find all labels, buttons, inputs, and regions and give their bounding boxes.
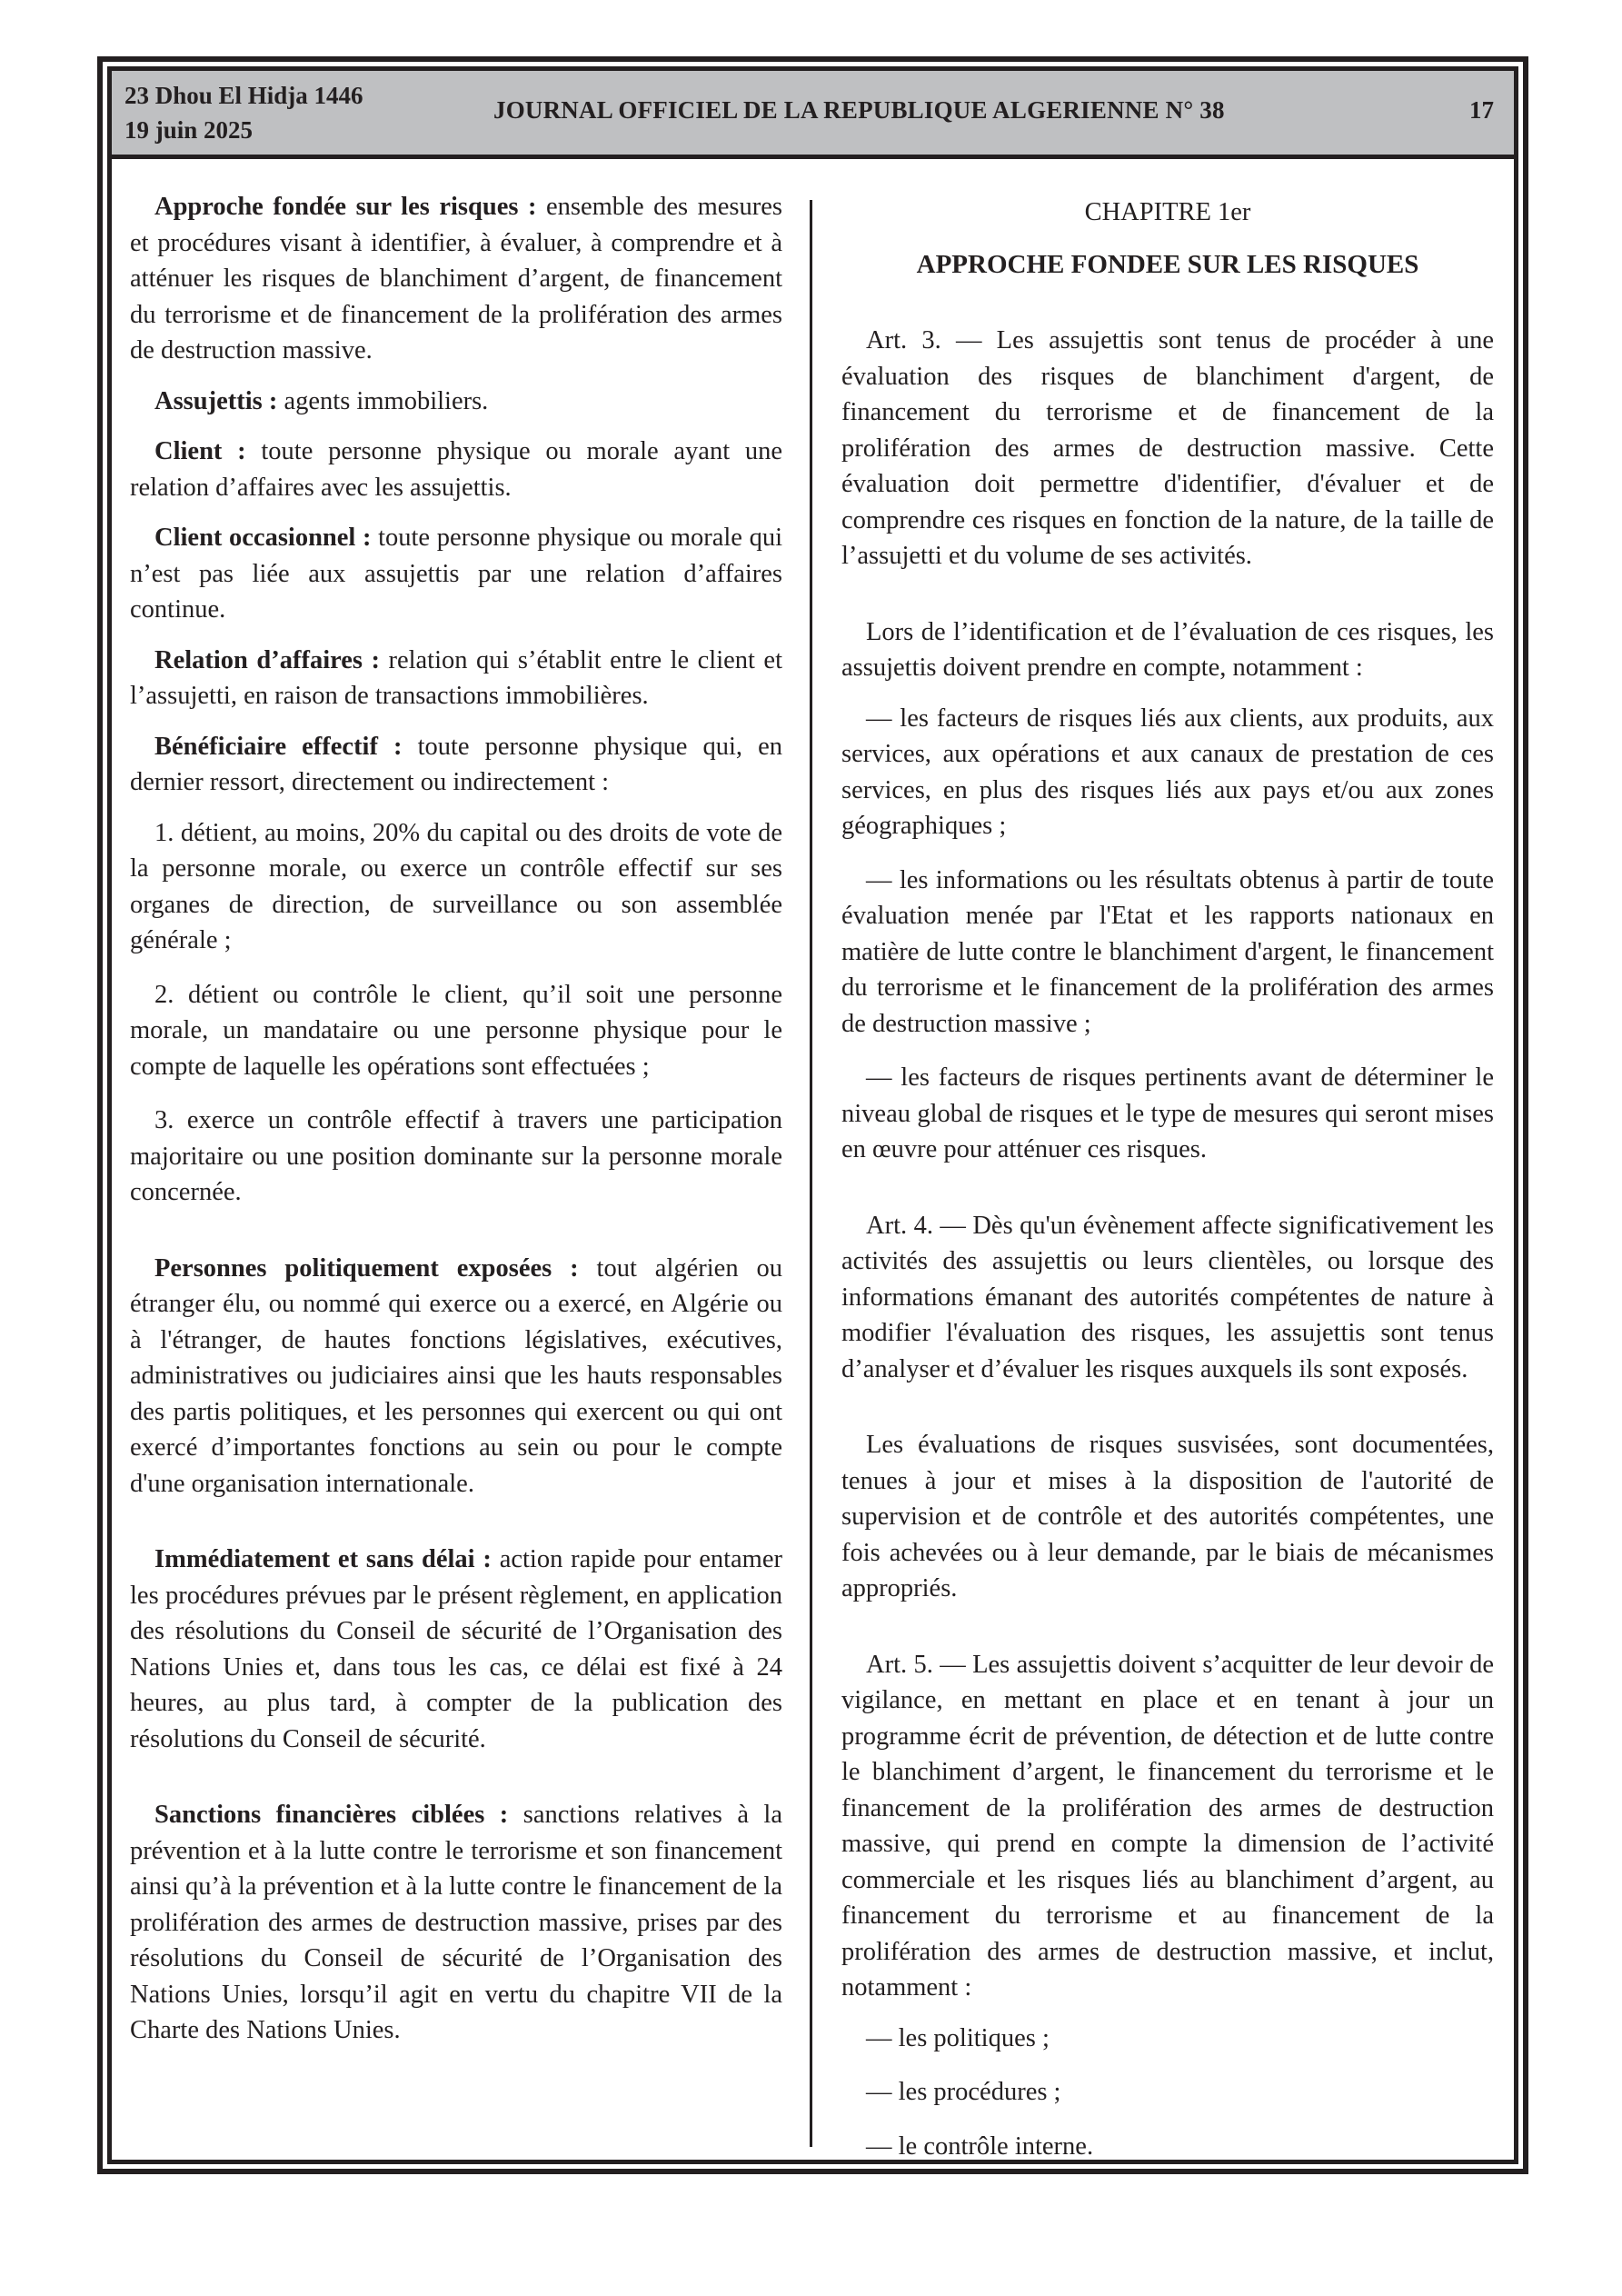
article-5-item: — les politiques ; xyxy=(866,2023,1050,2052)
article-3: Art. 3. — Les assujettis sont tenus de procéder à une évaluation des risques de blanchiment d'argent, de financement du terrorisme et de financement de la prolifération des armes de destruction massive. Cette évaluation doit permettre d'identifier, d'évaluer et de comprendre ces risques en fonction de la nature, de la taille de l’assujetti et du volume de ses activités. xyxy=(841,326,1494,570)
gregorian-date: 19 juin 2025 xyxy=(124,116,254,144)
chapter-title: APPROCHE FONDEE SUR LES RISQUES xyxy=(916,249,1419,279)
column-divider xyxy=(810,200,812,2147)
article-3-intro: Lors de l’identification et de l’évaluation de ces risques, les assujettis doivent prendre en compte, notamment : xyxy=(841,617,1494,682)
definition-text: ensemble des mesures et procédures visant à identifier, à évaluer, à comprendre et à atténuer les risques de blanchiment d’argent, de financement du terrorisme et de financement de la prolifération des armes de destruction massive. xyxy=(130,193,782,364)
page-number: 17 xyxy=(1469,96,1494,124)
right-column xyxy=(841,189,1494,2182)
article-5-item: — les procédures ; xyxy=(866,2078,1061,2106)
definition-term: Approche fondée sur les risques : xyxy=(154,193,537,221)
definition-text: tout algérien ou étranger élu, ou nommé qui exerce ou a exercé, en Algérie ou à l'étranger, de hautes fonctions législatives, exécutives, administratives ou judiciaires ainsi que les hauts responsables des partis politiques, et les personnes qui exercent ou qui ont exercé d’importantes fonctions au sein ou pour le compte d'une organisation internationale. xyxy=(130,1253,782,1498)
definition-term: Immédiatement et sans délai : xyxy=(154,1545,492,1573)
definition-paragraph xyxy=(130,643,782,714)
header-dates xyxy=(124,78,363,147)
definition-term: Personnes politiquement exposées : xyxy=(154,1253,579,1283)
definition-text: relation qui s’établit entre le client et l’assujetti, en raison de transactions immobilières. xyxy=(130,645,782,710)
definition-paragraph xyxy=(130,520,782,628)
definition-term: Client : xyxy=(154,437,246,465)
definition-paragraph xyxy=(130,1797,782,2049)
article-4: Art. 4. — Dès qu'un évènement affecte significativement les activités des assujettis ou leurs clientèles, ou lorsque des informations émanant des autorités compétentes de nature à modifier l'évaluation des risques, les assujettis sont tenus d’analyser et d’évaluer les risques auxquels ils sont exposés. xyxy=(841,1211,1494,1383)
chapter-label: CHAPITRE 1er xyxy=(1084,198,1251,226)
definition-paragraph xyxy=(130,1542,782,1757)
article-5: Art. 5. — Les assujettis doivent s’acquitter de leur devoir de vigilance, en mettant en place et en tenant à jour un programme écrit de prévention, de détection et de lutte contre le blanchiment d’argent, le financement du terrorisme et le financement de la prolifération des armes de destruction massive, qui prend en compte la dimension de l’activité commerciale et les risques liés au blanchiment d’argent, au financement du terrorisme et au financement de la prolifération des armes de destruction massive, et inclut, notamment : xyxy=(841,1650,1494,2002)
definition-text: toute personne physique ou morale ayant une relation d’affaires avec les assujettis. xyxy=(130,437,782,502)
definition-text: sanctions relatives à la prévention et à la lutte contre le terrorisme et son financement ainsi qu’à la prévention et à la lutte contre le financement de la prolifération des armes de destruction massive, prises par des résolutions du Conseil de sécurité de l’Organisation des Nations Unies, lorsqu’il agit en vertu du chapitre VII de la Charte des Nations Unies. xyxy=(130,1801,783,2044)
article-3-item: — les informations ou les résultats obtenus à partir de toute évaluation menée par l'Etat et les rapports nationaux en matière de lutte contre le blanchiment d'argent, le financement du terrorisme et le financement de la prolifération des armes de destruction massive ; xyxy=(841,865,1494,1038)
beneficiary-item: 1. détient, au moins, 20% du capital ou des droits de vote de la personne morale, ou exerce un contrôle effectif sur ses organes de direction, de surveillance ou son assemblée générale ; xyxy=(130,818,782,954)
journal-title: JOURNAL OFFICIEL DE LA REPUBLIQUE ALGERIENNE N° 38 xyxy=(493,96,1225,124)
definition-text: agents immobiliers. xyxy=(277,386,489,415)
left-column xyxy=(130,189,782,2063)
definition-paragraph xyxy=(130,434,782,505)
hijri-date: 23 Dhou El Hidja 1446 xyxy=(124,82,363,109)
definition-text: action rapide pour entamer les procédures prévues par le présent règlement, en application des résolutions du Conseil de sécurité de l’Organisation des Nations Unies et, dans tous les cas, ce délai est fixé à 24 heures, au plus tard, à compter de la publication des résolutions du Conseil de sécurité. xyxy=(130,1545,782,1753)
page-header xyxy=(112,71,1514,159)
definition-paragraph xyxy=(130,1251,782,1502)
definition-text: toute personne physique ou morale qui n’est pas liée aux assujettis par une relation d’affaires continue. xyxy=(130,524,782,624)
article-3-item: — les facteurs de risques pertinents avant de déterminer le niveau global de risques et le type de mesures qui seront mises en œuvre pour atténuer ces risques. xyxy=(841,1063,1494,1163)
definition-term: Client occasionnel : xyxy=(154,524,372,552)
article-3-item: — les facteurs de risques liés aux clients, aux produits, aux services, aux opérations et aux canaux de prestation de ces services, en plus des risques liés aux pays et/ou aux zones géographiques ; xyxy=(841,704,1494,840)
article-5-item: — le contrôle interne. xyxy=(866,2131,1094,2161)
definition-term: Sanctions financières ciblées : xyxy=(154,1801,509,1829)
definition-term: Bénéficiaire effectif : xyxy=(154,732,403,761)
definition-text: toute personne physique qui, en dernier ressort, directement ou indirectement : xyxy=(130,732,782,796)
definition-term: Assujettis : xyxy=(154,386,278,415)
definition-paragraph xyxy=(130,729,782,801)
article-4-paragraph-2: Les évaluations de risques susvisées, sont documentées, tenues à jour et mises à la disposition de l'autorité de supervision et de contrôle et des autorités compétentes, une fois achevées ou à leur demande, par le biais de mécanismes appropriés. xyxy=(841,1431,1494,1602)
beneficiary-item: 2. détient ou contrôle le client, qu’il soit une personne morale, un mandataire ou une personne physique pour le compte de laquelle les opérations sont effectuées ; xyxy=(130,980,782,1081)
definition-paragraph xyxy=(130,384,782,420)
definition-term: Relation d’affaires : xyxy=(154,645,380,674)
definition-paragraph xyxy=(130,189,782,369)
beneficiary-item: 3. exerce un contrôle effectif à travers une participation majoritaire ou une position dominante sur la personne morale concernée. xyxy=(130,1106,782,1206)
